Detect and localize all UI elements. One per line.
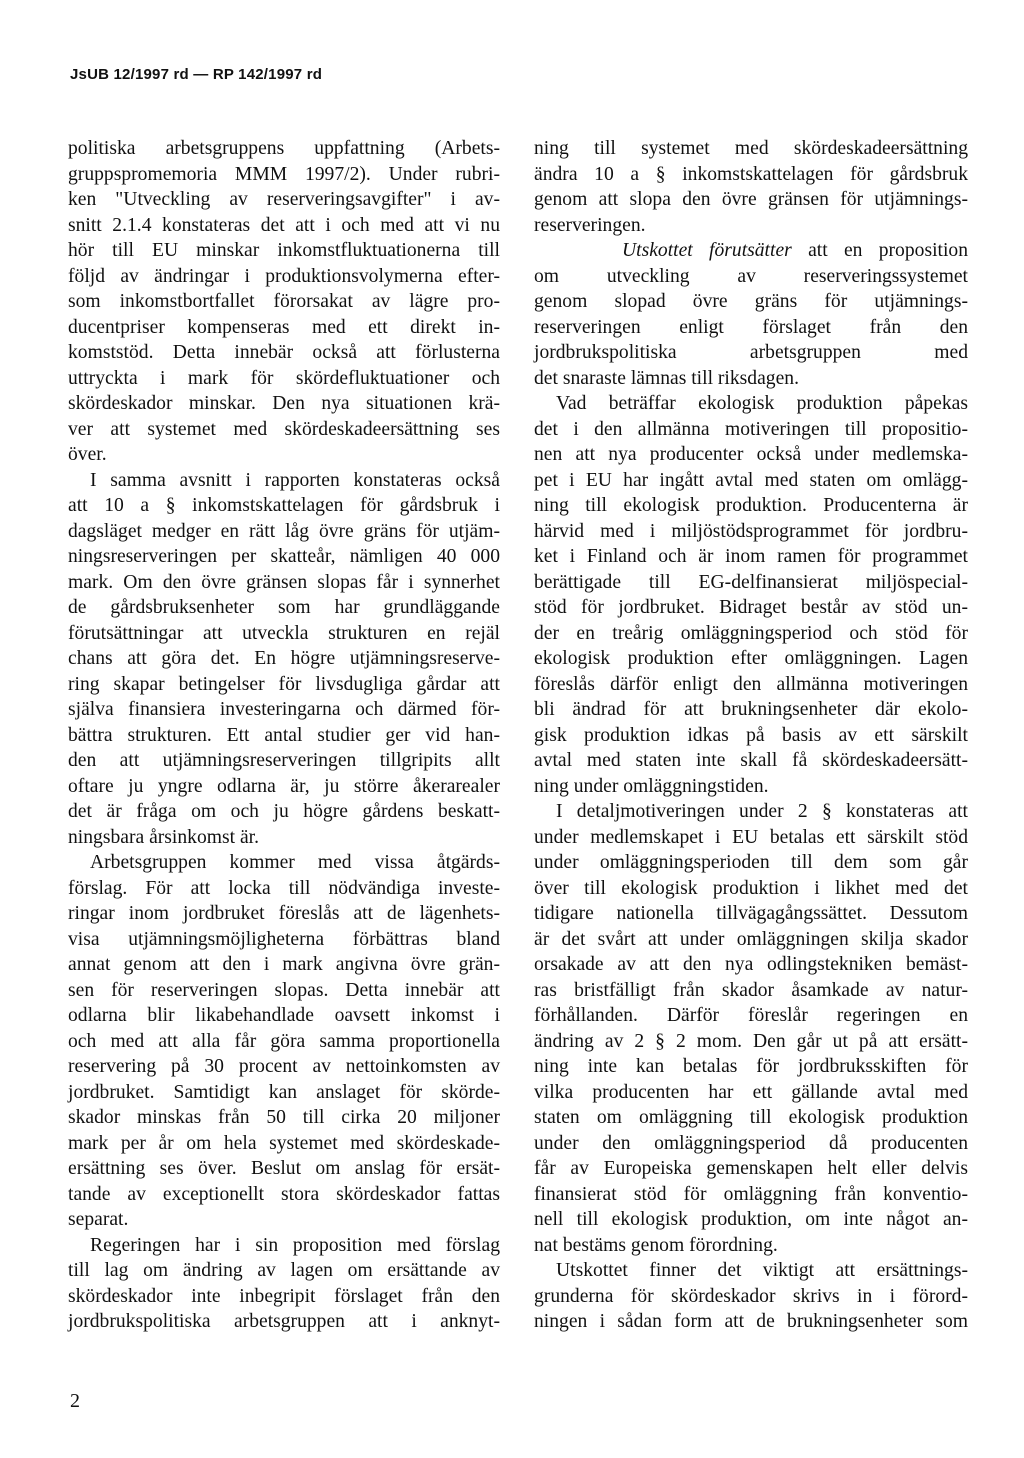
text-line: reserveringen enligt förslaget från den bbox=[534, 316, 968, 338]
text-line: I detaljmotiveringen under 2 § konstateras att bbox=[556, 801, 968, 822]
text-line: politiska arbetsgruppens uppfattning (Arbets- bbox=[68, 138, 500, 159]
text-line: det i den allmänna motiveringen till propositio- bbox=[534, 418, 968, 440]
text-line: snitt 2.1.4 konstateras det att i och med att vi nu bbox=[68, 214, 500, 236]
text-line: visa utjämningsmöjligheterna förbättras bland bbox=[68, 928, 500, 950]
text-line: jordbrukspolitiska arbetsgruppen med bbox=[534, 342, 968, 363]
text-line: uttryckta i mark för skördefluktuationer och bbox=[68, 367, 500, 389]
text-line: ning under omläggningstiden. bbox=[534, 775, 769, 797]
text-line: nat bestäms genom förordning. bbox=[534, 1234, 778, 1256]
text-line: ekologisk produktion efter omläggningen. Lagen bbox=[534, 648, 968, 669]
text-line: det är fråga om och ju högre gårdens beskatt- bbox=[68, 801, 500, 822]
text-line: om utveckling av reserveringssystemet bbox=[534, 265, 968, 287]
text-line: avtal med staten inte skall få skördeskadeersätt- bbox=[534, 750, 968, 771]
text-line: ningsbara årsinkomst är. bbox=[68, 826, 260, 848]
text-line: under den omläggningsperiod då producenten bbox=[534, 1132, 968, 1154]
left-text-column bbox=[68, 136, 500, 1335]
text-line: der en treårig omläggningsperiod och stöd för bbox=[534, 622, 968, 644]
text-line: hör till EU minskar inkomstfluktuationerna till bbox=[68, 240, 500, 261]
text-line: mark. Om den övre gränsen slopas får i synnerhet bbox=[68, 571, 500, 593]
text-line: ändra 10 a § inkomstskattelagen för gårdsbruk bbox=[534, 163, 968, 185]
text-line: skördeskador minskar. Den nya situationen krä- bbox=[68, 393, 500, 414]
text-line: till lag om ändring av lagen om ersättande av bbox=[68, 1260, 500, 1281]
text-line: ket i Finland och är inom ramen för programmet bbox=[534, 546, 968, 567]
text-line: jordbruket. Samtidigt kan anslaget för skörde- bbox=[68, 1081, 500, 1103]
text-line: skador minskas från 50 till cirka 20 miljoner bbox=[68, 1107, 500, 1128]
text-line: under omläggningsperioden till dem som går bbox=[534, 852, 968, 873]
text-line: ken "Utveckling av reserveringsavgifter" i av- bbox=[68, 189, 500, 210]
text-line: ning till ekologisk produktion. Producenterna är bbox=[534, 495, 968, 516]
text-line: nell till ekologisk produktion, om inte något an- bbox=[534, 1209, 968, 1230]
text-line: ducentpriser kompenseras med ett direkt in- bbox=[68, 316, 500, 338]
text-line: ning till systemet med skördeskadeersättning bbox=[534, 138, 968, 159]
text-line: komststöd. Detta innebär också att förlusterna bbox=[68, 342, 500, 363]
text-line: ning inte kan betalas för jordbruksskiften för bbox=[534, 1056, 968, 1077]
text-line: förslag. För att locka till nödvändiga investe- bbox=[68, 877, 500, 899]
text-line: finansierat stöd för omläggning från konventio- bbox=[534, 1183, 968, 1205]
text-line: bli ändrad för att brukningsenheter där ekolo- bbox=[534, 699, 968, 720]
text-line: ringar inom jordbruket föreslås att de lägenhets- bbox=[68, 903, 500, 924]
running-header: JsUB 12/1997 rd — RP 142/1997 rd bbox=[70, 66, 323, 83]
text-line: dagsläget medger en rätt låg övre gräns för utjäm- bbox=[68, 520, 500, 542]
text-line: själva finansiera investeringarna och därmed för- bbox=[68, 699, 500, 720]
page-number: 2 bbox=[70, 1390, 80, 1412]
text-line: orsakade av att den nya odlingstekniken bemäst- bbox=[534, 954, 968, 975]
text-line: genom slopad övre gräns för utjämnings- bbox=[534, 291, 968, 312]
text-line: får av Europeiska gemenskapen helt eller delvis bbox=[534, 1158, 968, 1179]
text-line: grunderna för skördeskador skrivs in i förord- bbox=[534, 1285, 968, 1307]
text-line: gruppspromemoria MMM 1997/2). Under rubri- bbox=[68, 163, 500, 185]
text-line: ring skapar betingelser för livsdugliga gårdar att bbox=[68, 673, 500, 695]
text-line: vilka producenten har ett gällande avtal med bbox=[534, 1081, 968, 1103]
text-line: den att utjämningsreserveringen tillgripits allt bbox=[68, 750, 500, 771]
text-line: ras bristfälligt från skador åsamkade av natur- bbox=[534, 979, 968, 1001]
text-line: Regeringen har i sin proposition med förslag bbox=[90, 1234, 500, 1256]
text-line: nen att nya producenter också under medlemska- bbox=[534, 444, 968, 465]
text-line: ändring av 2 § 2 mom. Den går ut på att ersätt- bbox=[534, 1030, 968, 1052]
text-line: sen för reserveringen slopas. Detta innebär att bbox=[68, 979, 500, 1001]
text-line: förutsättningar att utveckla strukturen en rejäl bbox=[68, 622, 500, 644]
text-line: tidigare nationella tillvägagångssättet. Dessutom bbox=[534, 903, 968, 924]
text-line: chans att göra det. En högre utjämningsreserve- bbox=[68, 648, 500, 669]
text-line: ver att systemet med skördeskadeersättning ses bbox=[68, 418, 500, 440]
text-line: pet i EU har ingått avtal med staten om omlägg- bbox=[534, 469, 968, 491]
text-line: Utskottet förutsätter att en proposition bbox=[622, 240, 968, 261]
text-line: de gårdsbruksenheter som har grundläggande bbox=[68, 597, 500, 618]
right-text-column bbox=[534, 136, 968, 1335]
text-line: bättra strukturen. Ett antal studier ger vid han- bbox=[68, 724, 500, 746]
text-line: som inkomstbortfallet förorsakat av lägre pro- bbox=[68, 291, 500, 312]
text-line: Vad beträffar ekologisk produktion påpekas bbox=[556, 393, 968, 414]
text-line: det snaraste lämnas till riksdagen. bbox=[534, 367, 799, 389]
text-line: härvid med i miljöstödsprogrammet för jordbru- bbox=[534, 520, 968, 542]
text-line: genom att slopa den övre gränsen för utjämnings- bbox=[534, 189, 968, 210]
text-line: mark per år om hela systemet med skördeskade- bbox=[68, 1132, 500, 1154]
text-line: över. bbox=[68, 444, 107, 465]
text-line: separat. bbox=[68, 1209, 129, 1230]
text-line: reserveringen. bbox=[534, 214, 646, 236]
text-line: ningen i sådan form att de brukningsenheter som bbox=[534, 1311, 968, 1332]
text-line: I samma avsnitt i rapporten konstateras också bbox=[90, 469, 500, 491]
text-line: Arbetsgruppen kommer med vissa åtgärds- bbox=[90, 852, 500, 873]
text-line: att 10 a § inkomstskattelagen för gårdsbruk i bbox=[68, 495, 500, 516]
text-line: tande av exceptionellt stora skördeskador fattas bbox=[68, 1183, 500, 1205]
text-line: skördeskador inte inbegripit förslaget från den bbox=[68, 1285, 500, 1307]
text-line: ningsreserveringen per skatteår, nämligen 40 000 bbox=[68, 546, 500, 567]
text-line: förhållanden. Därför föreslår regeringen en bbox=[534, 1005, 968, 1026]
text-line: staten om omläggning till ekologisk produktion bbox=[534, 1107, 968, 1128]
text-line: under medlemskapet i EU betalas ett särskilt stöd bbox=[534, 826, 968, 848]
text-line: stöd för jordbruket. Bidraget består av stöd un- bbox=[534, 597, 968, 618]
text-line: är det svårt att under omläggningen skilja skador bbox=[534, 928, 968, 950]
text-line: föreslås därför enligt den allmänna motiveringen bbox=[534, 673, 968, 695]
text-line: följd av ändringar i produktionsvolymerna efter- bbox=[68, 265, 500, 287]
text-line: berättigade till EG-delfinansierat miljöspecial- bbox=[534, 571, 968, 593]
text-line: oftare ju yngre odlarna är, ju större åkerarealer bbox=[68, 775, 500, 797]
text-line: över till ekologisk produktion i likhet med det bbox=[534, 877, 968, 899]
text-line: annat genom att den i mark angivna övre grän- bbox=[68, 954, 500, 975]
text-line: jordbrukspolitiska arbetsgruppen att i anknyt- bbox=[68, 1311, 500, 1332]
text-line: odlarna blir likabehandlade oavsett inkomst i bbox=[68, 1005, 500, 1026]
text-line: Utskottet finner det viktigt att ersättnings- bbox=[556, 1260, 968, 1281]
text-line: ersättning ses över. Beslut om anslag för ersät- bbox=[68, 1158, 500, 1179]
text-line: och med att alla får göra samma proportionella bbox=[68, 1030, 500, 1052]
text-line: reservering på 30 procent av nettoinkomsten av bbox=[68, 1056, 500, 1077]
text-line: gisk produktion idkas på basis av ett särskilt bbox=[534, 724, 968, 746]
